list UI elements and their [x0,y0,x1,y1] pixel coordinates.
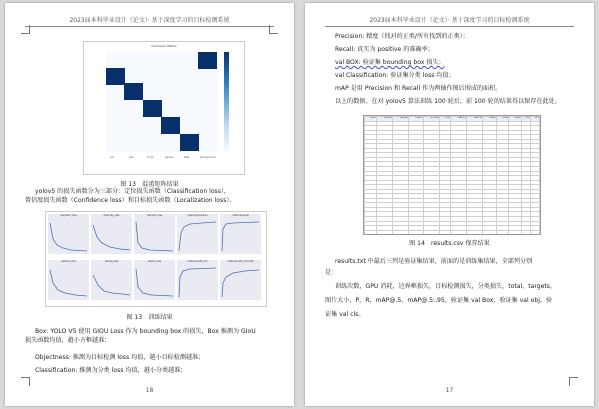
metric-curve [221,219,260,253]
table-header-cell: epoch [365,117,377,122]
paragraph-line: 置信度损失函数（Confidence loss）和目标损失函数（Localization loss）。 [25,197,236,204]
confusion-matrix-title: Confusion Matrix [151,44,177,48]
document-page-right [305,3,594,406]
mini-plot [91,214,132,254]
mini-plot [220,214,261,254]
paragraph-line: val Classification: 验证集分类 loss 均值； [335,72,455,79]
axis-tick: background [200,156,216,159]
results-csv-table [363,115,541,235]
mini-plot [220,260,261,300]
axis-tick: person [165,156,174,159]
loss-curve [49,265,88,299]
table-header-cell: train/box [376,117,392,122]
axis-tick: bus [129,156,134,159]
paragraph-line: Box: YOLO V5 使用 GIOU Loss 作为 bounding box 的损失，Box 推测为 GIoU [35,328,256,335]
table-header-cell: x/lr1 [530,117,539,122]
mini-plot-title: metrics/recall [232,214,249,217]
table-header-cell: val/obj [496,117,509,122]
matrix-cell [180,134,199,151]
mini-plot-title: train/box_loss [60,214,77,217]
mini-plot [48,260,89,300]
colorbar [224,52,229,152]
figure-caption: 图 13 混淆矩阵结果 [120,181,179,188]
mini-plot-title: train/obj_loss [103,214,120,217]
paragraph-line: results.txt 中最后三列是验证集结果，前面的是训练集结果，全部列分别 [335,258,533,265]
page-header: 2023届本科毕业设计（论文）· 基于深度学习的目标检测系统 [325,15,574,27]
metric-curve [221,265,260,299]
paragraph-line: Classification: 推测为分类 loss 均值，越小分类越准； [35,367,187,374]
metric-curve [178,265,217,299]
paragraph-line: 损失函数均值，越小方框越准； [25,337,111,344]
table-header-cell: mAP_0.5 [450,117,466,122]
mini-plot-title: metrics/mAP_0.5 [187,260,208,263]
mini-plot-title: metrics/precision [187,214,208,217]
paragraph-line: Recall: 真实为 positive 的准确率； [335,46,434,53]
mini-plot-title: metrics/mAP_0.5:0.95 [227,260,254,263]
page-number: 18 [145,387,154,394]
paragraph-line: 证集 val cls。 [325,311,365,318]
table-header-cell: val/box [482,117,496,122]
corner-mark [21,25,30,34]
mini-plot-title: val/cls_loss [147,260,162,263]
paragraph-line: 以上的数据，在对 yolov5 算法训练 100 轮后，前 100 轮的结果得以保存在此处。 [335,98,561,105]
corner-mark [269,25,278,34]
table-header-cell: recall [440,117,451,122]
loss-curve [135,219,174,253]
corner-mark [21,377,30,386]
results-table-body [365,117,540,236]
mini-plot [48,214,89,254]
mini-plot [134,214,175,254]
mini-plot-title: val/obj_loss [104,260,119,263]
confusion-matrix-figure [83,41,245,175]
table-header-cell: precision [423,117,440,122]
paragraph-line: 训练次数，GPU 消耗，边界框损失，目标检测损失，分类损失，total，targets， [335,283,557,290]
loss-curve [49,219,88,253]
table-header-cell: val/cls [509,117,521,122]
mini-plot [134,260,175,300]
loss-curve [92,265,131,299]
loss-curve [92,219,131,253]
page-header: 2023届本科毕业设计（论文）· 基于深度学习的目标检测系统 [25,15,274,27]
paragraph-line: mAP 是用 Precision 和 Recall 作为两轴作图后围成的面积。 [335,85,502,92]
loss-curve [135,265,174,299]
matrix-cell [198,52,217,69]
training-curves-figure [45,211,267,307]
paragraph-line: Precision: 精度（找对的正类/所有找到的正类）； [335,33,469,40]
table-header-cell: train/cls [408,117,423,122]
paragraph-line: 图片大小，P，R，mAP@.5，mAP@.5:.95，验证集 val Box，验证集 val obj，验 [325,297,553,304]
table-header-cell: mAP_.95 [466,117,482,122]
axis-tick: car [110,156,115,159]
matrix-cell [124,83,143,100]
corner-mark [569,377,578,386]
confusion-matrix-plot [106,52,218,152]
results-table-grid [364,116,540,235]
axis-tick: truck [147,156,154,159]
paragraph-line: Objectness: 推测为目标检测 loss 均值，越小目标检测越准； [35,354,205,361]
page-number: 17 [445,387,454,394]
table-header-cell: train/obj [393,117,408,122]
mini-plot [91,260,132,300]
matrix-cell [161,117,180,134]
paragraph-line: 是： [325,269,338,276]
mini-plot [177,214,218,254]
mini-plot [177,260,218,300]
figure-caption: 图 13 训练结果 [126,314,173,321]
table-header-cell: x/lr0 [521,117,530,122]
mini-plot-title: val/box_loss [61,260,76,263]
mini-plot-title: train/cls_loss [146,214,163,217]
paragraph-line: val BOX: 验证集 bounding box 损失； [335,59,445,66]
metric-curve [178,219,217,253]
axis-tick: bike [184,156,190,159]
matrix-cell [143,100,162,117]
paragraph-line: yolov5 的损失函数分为三部分：定位损失函数（Classification loss）， [35,188,231,195]
figure-caption: 图 14 results.csv 保存结果 [409,240,490,247]
document-page-left [5,3,294,406]
matrix-cell [106,68,125,85]
